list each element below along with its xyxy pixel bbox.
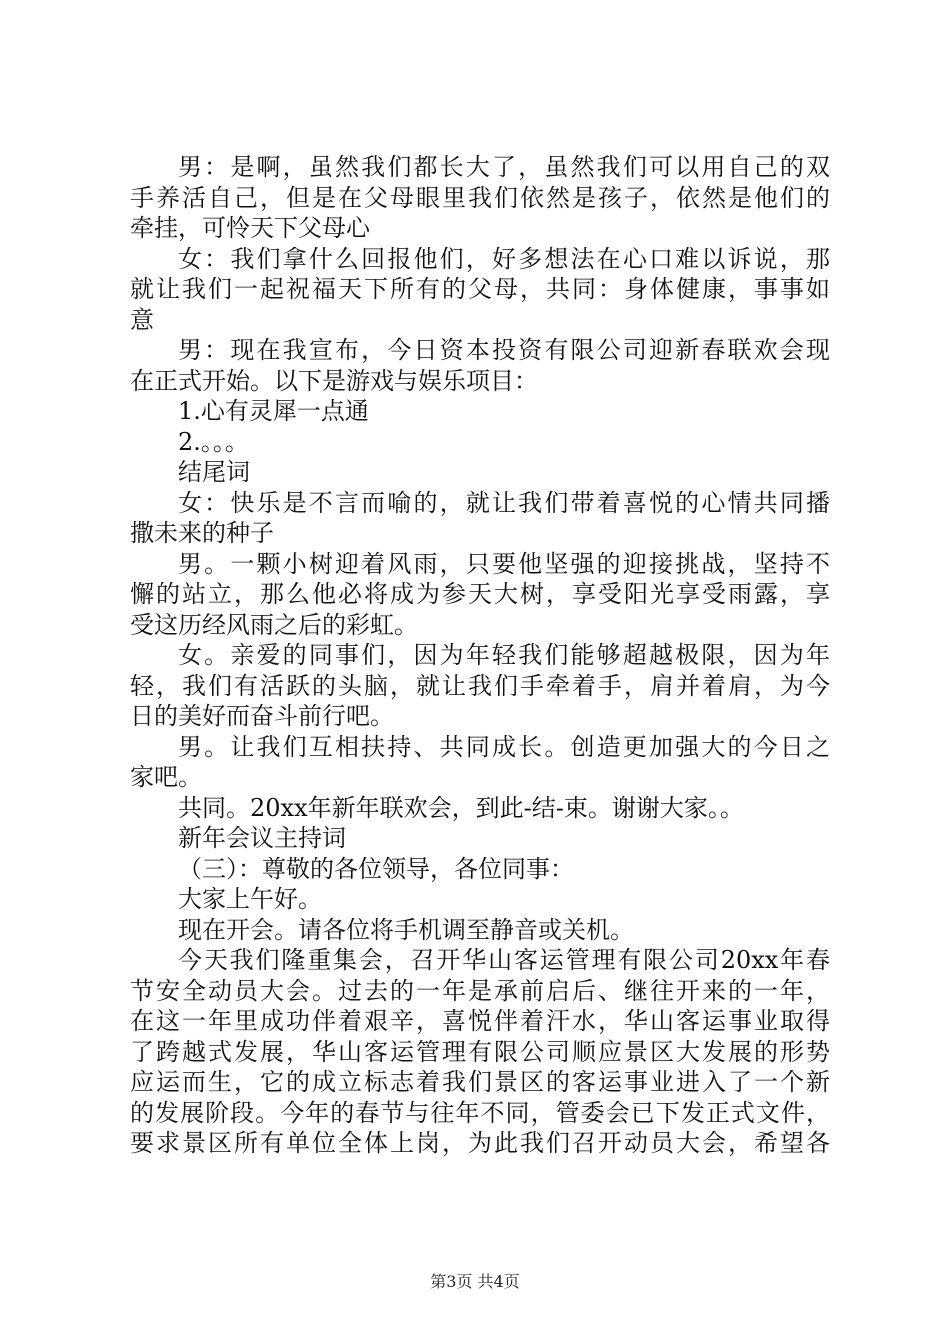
text-line: 节安全动员大会。过去的一年是承前启后、继往开来的一年，	[130, 976, 830, 1005]
text-line: 共同。20xx年新年联欢会，到此-结-束。谢谢大家。。	[178, 793, 744, 822]
text-line: 男：是啊，虽然我们都长大了，虽然我们可以用自己的双	[178, 153, 830, 181]
text-line: （三）：尊敬的各位领导，各位同事：	[178, 854, 574, 883]
text-line: 手养活自己，但是在父母眼里我们依然是孩子，依然是他们的	[130, 183, 830, 212]
section-heading: 新年会议主持词	[178, 824, 346, 852]
text-line: 男。一颗小树迎着风雨，只要他坚强的迎接挑战，坚持不	[178, 549, 830, 578]
text-line: 女：快乐是不言而喻的，就让我们带着喜悦的心情共同播	[178, 488, 830, 517]
text-line: 受这历经风雨之后的彩虹。	[130, 610, 418, 639]
text-line: 要求景区所有单位全体上岗，为此我们召开动员大会，希望各	[130, 1129, 830, 1157]
text-line: 2.。。。	[178, 427, 249, 456]
section-heading: 结尾词	[178, 458, 250, 486]
text-line: 男：现在我宣布，今日资本投资有限公司迎新春联欢会现	[178, 336, 830, 364]
text-line: 日的美好而奋斗前行吧。	[130, 702, 394, 730]
text-line: 今天我们隆重集会，召开华山客运管理有限公司20xx年春	[178, 946, 830, 974]
text-line: 意	[130, 305, 154, 334]
text-line: 家吧。	[130, 763, 202, 791]
text-line: 现在开会。请各位将手机调至静音或关机。	[178, 915, 634, 944]
text-line: 懈的站立，那么他必将成为参天大树，享受阳光享受雨露，享	[130, 580, 830, 608]
text-line: 应运而生，它的成立标志着我们景区的客运事业进入了一个新	[130, 1068, 830, 1096]
text-line: 1.心有灵犀一点通	[178, 397, 369, 425]
text-line: 的发展阶段。今年的春节与往年不同，管委会已下发正式文件，	[130, 1098, 830, 1127]
text-line: 在这一年里成功伴着艰辛，喜悦伴着汗水，华山客运事业取得	[130, 1007, 830, 1035]
text-line: 在正式开始。以下是游戏与娱乐项目：	[130, 366, 538, 395]
text-line: 男。让我们互相扶持、共同成长。创造更加强大的今日之	[178, 732, 830, 761]
text-line: 了跨越式发展，华山客运管理有限公司顺应景区大发展的形势	[130, 1037, 830, 1066]
text-line: 大家上午好。	[178, 885, 322, 913]
text-line: 就让我们一起祝福天下所有的父母，共同：身体健康，事事如	[130, 275, 830, 303]
text-line: 女：我们拿什么回报他们，好多想法在心口难以诉说，那	[178, 244, 830, 273]
document-body	[130, 152, 830, 1159]
page-number-footer: 第3页 共4页	[430, 1272, 520, 1291]
text-line: 轻，我们有活跃的头脑，就让我们手牵着手，肩并着肩，为今	[130, 671, 830, 700]
text-line: 撒未来的种子	[130, 519, 274, 547]
text-line: 女。亲爱的同事们，因为年轻我们能够超越极限，因为年	[178, 641, 830, 669]
text-line: 牵挂，可怜天下父母心	[130, 214, 370, 242]
